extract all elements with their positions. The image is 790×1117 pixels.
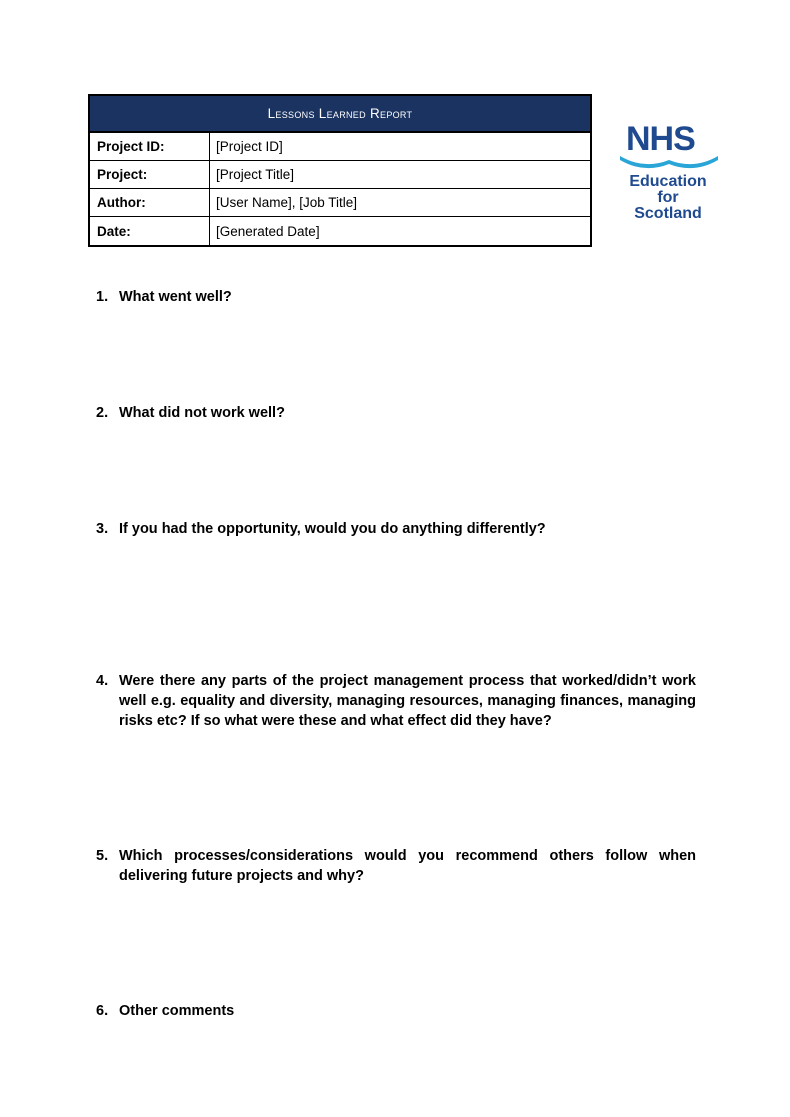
- table-row-author: [90, 189, 590, 217]
- author-value: [User Name], [Job Title]: [216, 195, 358, 210]
- report-title: Lessons Learned Report: [90, 96, 590, 133]
- question-3: [96, 519, 696, 539]
- logo-subtitle: [614, 174, 722, 222]
- question-1: [96, 287, 696, 307]
- question-5: [96, 846, 696, 886]
- table-row-project: [90, 161, 590, 189]
- table-row-date: [90, 217, 590, 245]
- logo-wave-icon: [618, 154, 720, 170]
- question-number: 5.: [96, 848, 109, 864]
- question-6: [96, 1001, 696, 1021]
- question-number: 1.: [96, 289, 109, 305]
- project-id-label: Project ID:: [90, 133, 210, 160]
- nhs-education-scotland-logo: [614, 118, 722, 228]
- project-value: [Project Title]: [216, 167, 295, 182]
- question-text: If you had the opportunity, would you do anything differently?: [119, 521, 546, 537]
- logo-nhs-text: NHS: [626, 120, 695, 158]
- question-text: What went well?: [119, 289, 232, 305]
- date-label: Date:: [90, 217, 210, 245]
- logo-line-scotland: Scotland: [634, 205, 702, 222]
- project-id-value: [Project ID]: [216, 139, 283, 154]
- logo-line-for: for: [657, 189, 679, 206]
- question-2: [96, 403, 696, 423]
- table-row-project-id: [90, 133, 590, 161]
- question-4: [96, 671, 696, 731]
- question-number: 2.: [96, 405, 109, 421]
- question-text: Other comments: [119, 1003, 235, 1019]
- question-text: What did not work well?: [119, 405, 285, 421]
- question-text: Were there any parts of the project management process that worked/didn’t work well e.g. equality and diversity, managing resources, managing finances, managing risks etc? If so what were these and what effect did they have?: [119, 673, 696, 729]
- question-number: 6.: [96, 1003, 109, 1019]
- question-number: 3.: [96, 521, 109, 537]
- project-label: Project:: [90, 161, 210, 188]
- report-info-table: [88, 94, 592, 247]
- question-text: Which processes/considerations would you recommend others follow when delivering future projects and why?: [119, 848, 696, 884]
- author-label: Author:: [90, 189, 210, 216]
- date-value: [Generated Date]: [216, 223, 320, 239]
- question-number: 4.: [96, 673, 109, 689]
- logo-line-education: Education: [629, 173, 707, 190]
